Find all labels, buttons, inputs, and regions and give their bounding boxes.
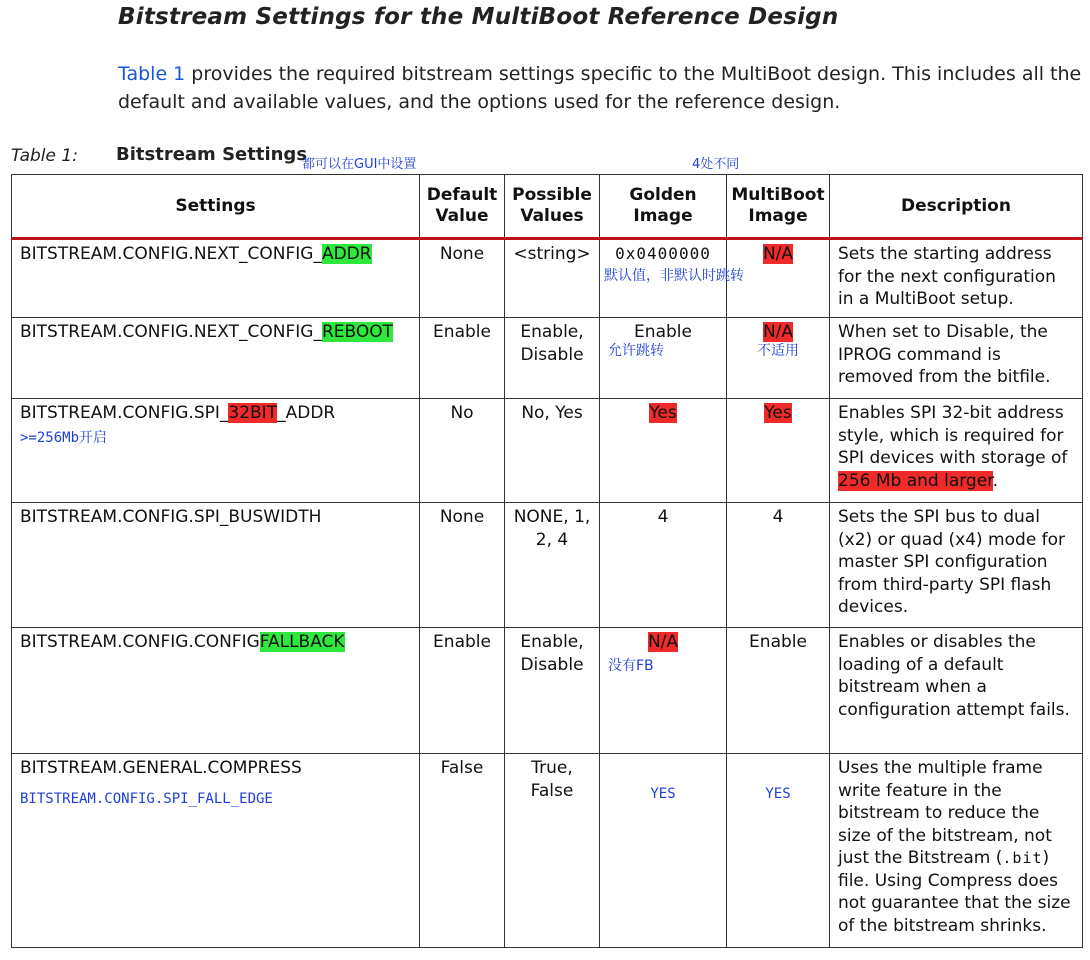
- multiboot-value: N/A: [762, 322, 794, 342]
- description-cell: Sets the starting address for the next configuration in a MultiBoot setup.: [830, 239, 1083, 318]
- possible-values-cell: True, False: [505, 754, 600, 948]
- setting-highlight: REBOOT: [321, 322, 394, 342]
- multiboot-image-cell: 4: [727, 503, 830, 628]
- diff-annotation: 4处不同: [692, 157, 740, 172]
- header-multiboot-image: MultiBoot Image: [727, 175, 830, 239]
- multiboot-image-cell: [727, 318, 830, 399]
- setting-cell: [12, 318, 420, 399]
- setting-name: BITSTREAM.CONFIG.NEXT_CONFIG_: [20, 244, 322, 264]
- header-possible-values: Possible Values: [505, 175, 600, 239]
- description-highlight: 256 Mb and larger: [838, 470, 993, 491]
- intro-text: provides the required bitstream settings specific to the MultiBoot design. This includes all the default and available values, and the options used for the reference design.: [118, 63, 1082, 113]
- possible-values-cell: <string>: [505, 239, 600, 318]
- setting-name-suffix: _ADDR: [277, 403, 336, 423]
- bitstream-settings-table: [11, 174, 1083, 948]
- multiboot-image-cell: Enable: [727, 628, 830, 754]
- setting-name: BITSTREAM.CONFIG.SPI_: [20, 403, 229, 423]
- table-row: [12, 503, 1083, 628]
- setting-highlight: FALLBACK: [259, 632, 345, 652]
- golden-image-cell: [600, 399, 727, 503]
- setting-highlight: 32BIT: [228, 403, 278, 423]
- possible-values-cell: No, Yes: [505, 399, 600, 503]
- golden-image-cell: [600, 628, 727, 754]
- multiboot-image-cell: [727, 754, 830, 948]
- description-end: .: [992, 470, 999, 491]
- setting-cell: [12, 754, 420, 948]
- golden-annotation: 默认值，非默认时跳转: [604, 267, 744, 284]
- header-description: Description: [830, 175, 1083, 239]
- golden-annotation: 没有FB: [608, 657, 654, 674]
- table-row: [12, 239, 1083, 318]
- table-header-row: [12, 175, 1083, 239]
- setting-name: BITSTREAM.CONFIG.CONFIG: [20, 632, 260, 652]
- multiboot-value: YES: [765, 786, 791, 802]
- setting-cell: [12, 239, 420, 318]
- possible-values-cell: Enable, Disable: [505, 628, 600, 754]
- golden-value: 0x0400000: [615, 244, 711, 263]
- golden-value: N/A: [647, 632, 679, 652]
- golden-value: YES: [650, 786, 676, 802]
- setting-name: BITSTREAM.GENERAL.COMPRESS: [20, 758, 302, 778]
- table-1-link[interactable]: Table 1: [118, 63, 186, 85]
- table-caption-label: Table 1:: [11, 146, 78, 166]
- setting-cell: [12, 628, 420, 754]
- default-value-cell: None: [420, 503, 505, 628]
- description-cell: [830, 754, 1083, 948]
- header-settings: Settings: [12, 175, 420, 239]
- header-golden-image: Golden Image: [600, 175, 727, 239]
- description-cell: Sets the SPI bus to dual (x2) or quad (x4) mode for master SPI configuration from third-party SPI flash devices.: [830, 503, 1083, 628]
- table-row: [12, 628, 1083, 754]
- multiboot-annotation: 不适用: [757, 342, 799, 359]
- setting-annotation: BITSTREAM.CONFIG.SPI_FALL_EDGE: [20, 790, 273, 807]
- table-row: [12, 754, 1083, 948]
- description-cell: When set to Disable, the IPROG command is removed from the bitfile.: [830, 318, 1083, 399]
- description-text: Uses the multiple frame write feature in the bitstream to reduce the size of the bitstream, not just the Bitstream (: [838, 758, 1052, 868]
- setting-cell: BITSTREAM.CONFIG.SPI_BUSWIDTH: [12, 503, 420, 628]
- description-cell: [830, 399, 1083, 503]
- default-value-cell: Enable: [420, 318, 505, 399]
- default-value-cell: No: [420, 399, 505, 503]
- setting-name: BITSTREAM.CONFIG.NEXT_CONFIG_: [20, 322, 322, 342]
- possible-values-cell: Enable, Disable: [505, 318, 600, 399]
- multiboot-image-cell: [727, 399, 830, 503]
- default-value-cell: Enable: [420, 628, 505, 754]
- default-value-cell: None: [420, 239, 505, 318]
- description-text-end: ) file. Using Compress does not guarantee that the size of the bitstream shrinks.: [838, 848, 1071, 936]
- intro-paragraph: [118, 60, 1083, 116]
- section-heading: Bitstream Settings for the MultiBoot Reference Design: [118, 4, 839, 30]
- description-text: Enables SPI 32-bit address style, which is required for SPI devices with storage of: [838, 403, 1068, 468]
- gui-annotation: 都可以在GUI中设置: [302, 157, 417, 172]
- setting-cell: [12, 399, 420, 503]
- golden-value: Enable: [634, 322, 692, 342]
- description-cell: Enables or disables the loading of a default bitstream when a configuration attempt fails.: [830, 628, 1083, 754]
- multiboot-value: N/A: [762, 244, 794, 264]
- setting-annotation: >=256Mb开启: [20, 429, 108, 446]
- setting-highlight: ADDR: [321, 244, 372, 264]
- golden-image-cell: 4: [600, 503, 727, 628]
- table-caption-title: Bitstream Settings: [116, 144, 308, 165]
- multiboot-value: Yes: [764, 403, 792, 423]
- golden-image-cell: [600, 754, 727, 948]
- header-default-value: Default Value: [420, 175, 505, 239]
- golden-image-cell: [600, 318, 727, 399]
- table-row: [12, 399, 1083, 503]
- possible-values-cell: NONE, 1, 2, 4: [505, 503, 600, 628]
- golden-annotation: 允许跳转: [608, 342, 664, 359]
- golden-image-cell: [600, 239, 744, 318]
- golden-value: Yes: [649, 403, 677, 423]
- description-code: .bit: [1002, 849, 1043, 867]
- table-row: [12, 318, 1083, 399]
- default-value-cell: False: [420, 754, 505, 948]
